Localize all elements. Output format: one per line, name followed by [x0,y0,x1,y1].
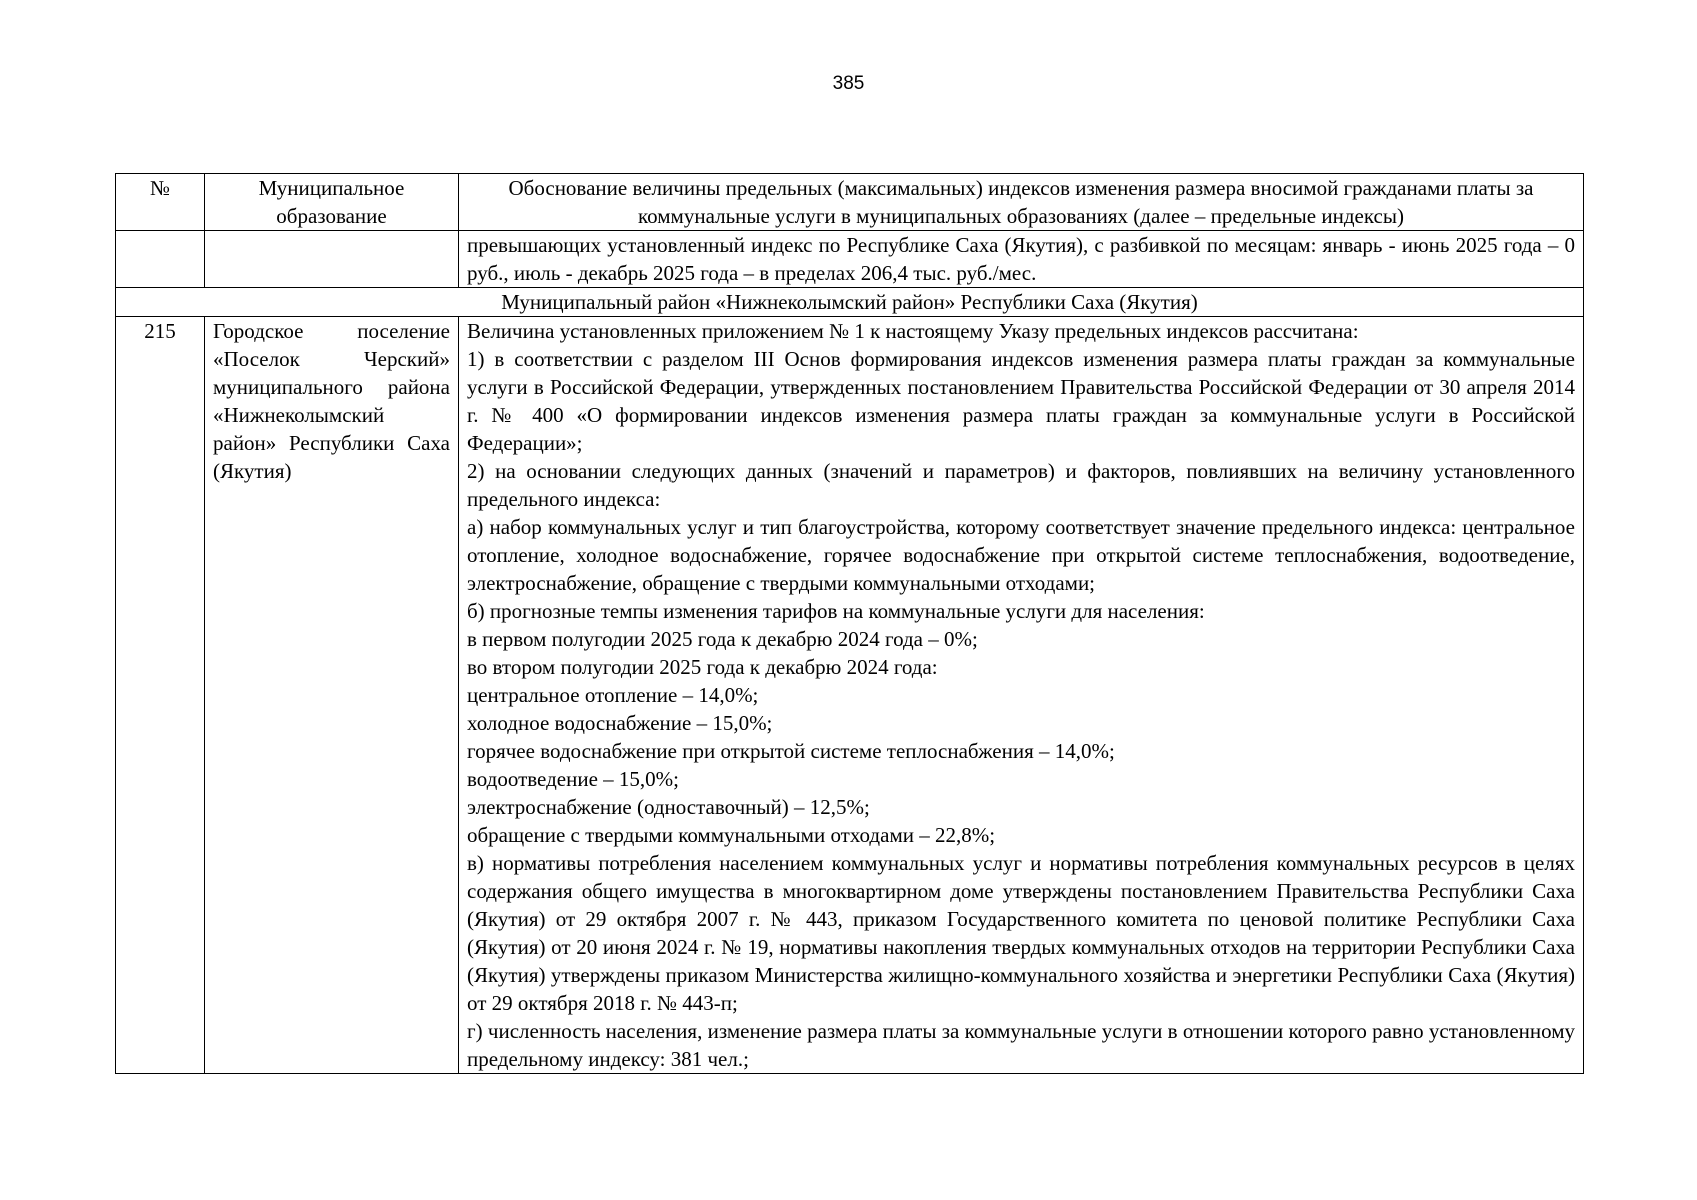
row-justification [459,317,1584,1074]
section-title-row [116,288,1584,317]
justification-paragraph: электроснабжение (одноставочный) – 12,5%; [467,795,870,819]
justification-paragraph: Величина установленных приложением № 1 к настоящему Указу предельных индексов рассчитана: [467,319,1359,343]
index-justification-table [115,173,1584,1074]
continued-row-text: превышающих установленный индекс по Республике Саха (Якутия), с разбивкой по месяцам: январь - июнь 2025 года – 0 руб., июль - декабрь 2025 года – в пределах 206,4 тыс. руб./мес. [459,231,1584,288]
justification-paragraph: а) набор коммунальных услуг и тип благоустройства, которому соответствует значение предельного индекса: центральное отопление, холодное водоснабжение, горячее водоснабжение при открытой системе теплоснабжения, водоотведение, электроснабжение, обращение с твердыми коммунальными отходами; [467,515,1575,595]
table-header-row [116,174,1584,231]
page-number: 385 [832,73,865,94]
justification-paragraph: в первом полугодии 2025 года к декабрю 2024 года – 0%; [467,627,978,651]
justification-paragraph: обращение с твердыми коммунальными отходами – 22,8%; [467,823,996,847]
justification-paragraph: холодное водоснабжение – 15,0%; [467,711,773,735]
header-justification: Обоснование величины предельных (максимальных) индексов изменения размера вносимой гражданами платы за коммунальные услуги в муниципальных образованиях (далее – предельные индексы) [459,174,1584,231]
table-row [116,317,1584,1074]
row-municipality: Городское поселение «Поселок Черский» муниципального района «Нижнеколымский район» Республики Саха (Якутия) [205,317,459,1074]
justification-paragraph: во втором полугодии 2025 года к декабрю 2024 года: [467,655,938,679]
continued-row [116,231,1584,288]
continued-row-municipality [205,231,459,288]
justification-paragraph: 1) в соответствии с разделом III Основ формирования индексов изменения размера платы граждан за коммунальные услуги в Российской Федерации, утвержденных постановлением Правительства Российской Федерации от 30 апреля 2014 г. № 400 «О формировании индексов изменения размера платы граждан за коммунальные услуги в Российской Федерации»; [467,347,1575,455]
justification-paragraph: б) прогнозные темпы изменения тарифов на коммунальные услуги для населения: [467,599,1205,623]
justification-paragraph: в) нормативы потребления населением коммунальных услуг и нормативы потребления коммунальных ресурсов в целях содержания общего имущества в многоквартирном доме утверждены постановлением Правительства Республики Саха (Якутия) от 29 октября 2007 г. № 443, приказом Государственного комитета по ценовой политике Республики Саха (Якутия) от 20 июня 2024 г. № 19, нормативы накопления твердых коммунальных отходов на территории Республики Саха (Якутия) утверждены приказом Министерства жилищно-коммунального хозяйства и энергетики Республики Саха (Якутия) от 29 октября 2018 г. № 443-п; [467,851,1575,1015]
header-municipality: Муниципальное образование [205,174,459,231]
justification-paragraph: 2) на основании следующих данных (значений и параметров) и факторов, повлиявших на величину установленного предельного индекса: [467,459,1575,511]
header-number: № [116,174,205,231]
row-number: 215 [116,317,205,1074]
justification-paragraph: центральное отопление – 14,0%; [467,683,759,707]
justification-paragraph: горячее водоснабжение при открытой системе теплоснабжения – 14,0%; [467,739,1115,763]
justification-paragraph: г) численность населения, изменение размера платы за коммунальные услуги в отношении которого равно установленному предельному индексу: 381 чел.; [467,1019,1575,1071]
continued-row-number [116,231,205,288]
justification-paragraph: водоотведение – 15,0%; [467,767,679,791]
section-title: Муниципальный район «Нижнеколымский район» Республики Саха (Якутия) [116,288,1584,317]
